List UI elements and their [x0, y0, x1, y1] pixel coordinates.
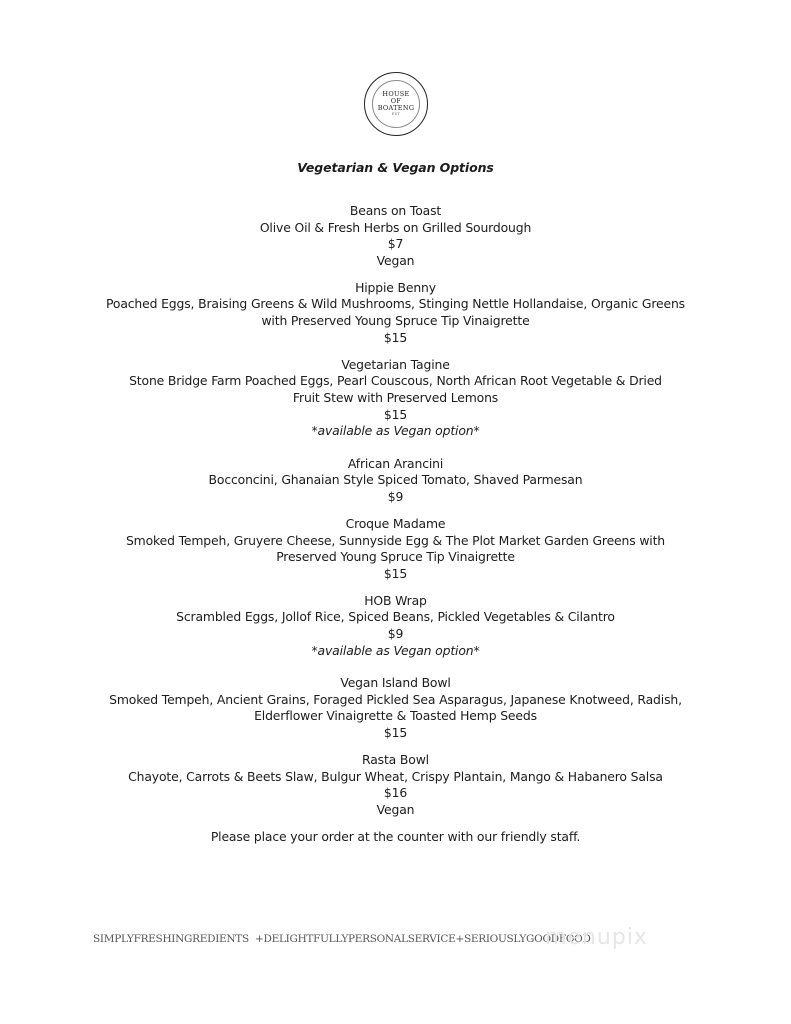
menu-item-name: Croque Madame: [345, 516, 446, 531]
menu-item-price: $9: [387, 488, 404, 504]
restaurant-logo: [364, 72, 428, 136]
menu-item: [0, 203, 791, 269]
menu-item-description: Fruit Stew with Preserved Lemons: [292, 389, 499, 405]
menu-item-description: Elderflower Vinaigrette & Toasted Hemp Seeds: [254, 708, 537, 724]
menu-item-description: Stone Bridge Farm Poached Eggs, Pearl Couscous, North African Root Vegetable & Dried: [129, 373, 662, 389]
menu-item-description: Poached Eggs, Braising Greens & Wild Mushrooms, Stinging Nettle Hollandaise, Organic Greens: [106, 296, 685, 312]
menu-item-description: Preserved Young Spruce Tip Vinaigrette: [276, 549, 515, 565]
menu-item-name: Beans on Toast: [349, 203, 442, 218]
menu-item-name: Hippie Benny: [355, 279, 436, 295]
menu-item-description: Chayote, Carrots & Beets Slaw, Bulgur Wheat, Crispy Plantain, Mango & Habanero Salsa: [128, 768, 663, 784]
logo-line-3: BOATENG: [377, 104, 415, 112]
menu-item-description: Bocconcini, Ghanaian Style Spiced Tomato, Shaved Parmesan: [208, 472, 583, 488]
menu-item-description: Scrambled Eggs, Jollof Rice, Spiced Beans, Pickled Vegetables & Cilantro: [176, 609, 615, 625]
menu-item-description: with Preserved Young Spruce Tip Vinaigrette: [261, 313, 530, 329]
menu-item: [0, 280, 791, 346]
logo-sub: EST: [391, 112, 401, 116]
menu-item: [0, 357, 791, 440]
menu-title: Vegetarian & Vegan Options: [297, 160, 494, 175]
menu-item-name: Vegan Island Bowl: [340, 675, 451, 691]
menu-item-price: $7: [387, 236, 404, 252]
menu-item: [0, 675, 791, 741]
footer-tagline: SIMPLYFRESHINGREDIENTS +DELIGHTFULLYPERSONALSERVICE+SERIOUSLYGOODFOOD: [93, 933, 591, 945]
menu-item-price: $15: [383, 406, 408, 422]
menu-item-name: Rasta Bowl: [362, 752, 429, 768]
logo-emblem: [372, 80, 420, 128]
menu-list: [0, 203, 791, 846]
menu-item-note: *available as Vegan option*: [311, 642, 480, 658]
logo-line-2: OF: [390, 97, 402, 105]
logo-line-1: HOUSE: [382, 90, 410, 98]
menu-item-description: Smoked Tempeh, Gruyere Cheese, Sunnyside Egg & The Plot Market Garden Greens with: [125, 532, 666, 548]
menu-item-description: Olive Oil & Fresh Herbs on Grilled Sourdough: [259, 219, 532, 235]
menu-item-name: HOB Wrap: [364, 592, 427, 608]
menu-item: [0, 593, 791, 659]
menu-item: [0, 456, 791, 506]
menu-item-name: Vegetarian Tagine: [341, 356, 450, 372]
menu-item-price: $16: [383, 785, 408, 801]
menu-item: [0, 516, 791, 582]
menu-item-tag: Vegan: [376, 801, 415, 817]
watermark: menupix: [545, 925, 648, 950]
menu-item-price: $15: [383, 565, 408, 581]
closing-note: Please place your order at the counter with our friendly staff.: [210, 829, 581, 844]
menu-item-price: $9: [387, 626, 404, 642]
menu-item-name: African Arancini: [347, 455, 444, 471]
menu-item: [0, 752, 791, 818]
menu-item-price: $15: [383, 725, 408, 741]
menu-item-price: $15: [383, 329, 408, 345]
menu-item-note: *available as Vegan option*: [311, 423, 480, 439]
menu-item-description: Smoked Tempeh, Ancient Grains, Foraged Pickled Sea Asparagus, Japanese Knotweed, Radish,: [109, 691, 682, 707]
menu-item-tag: Vegan: [376, 252, 415, 268]
